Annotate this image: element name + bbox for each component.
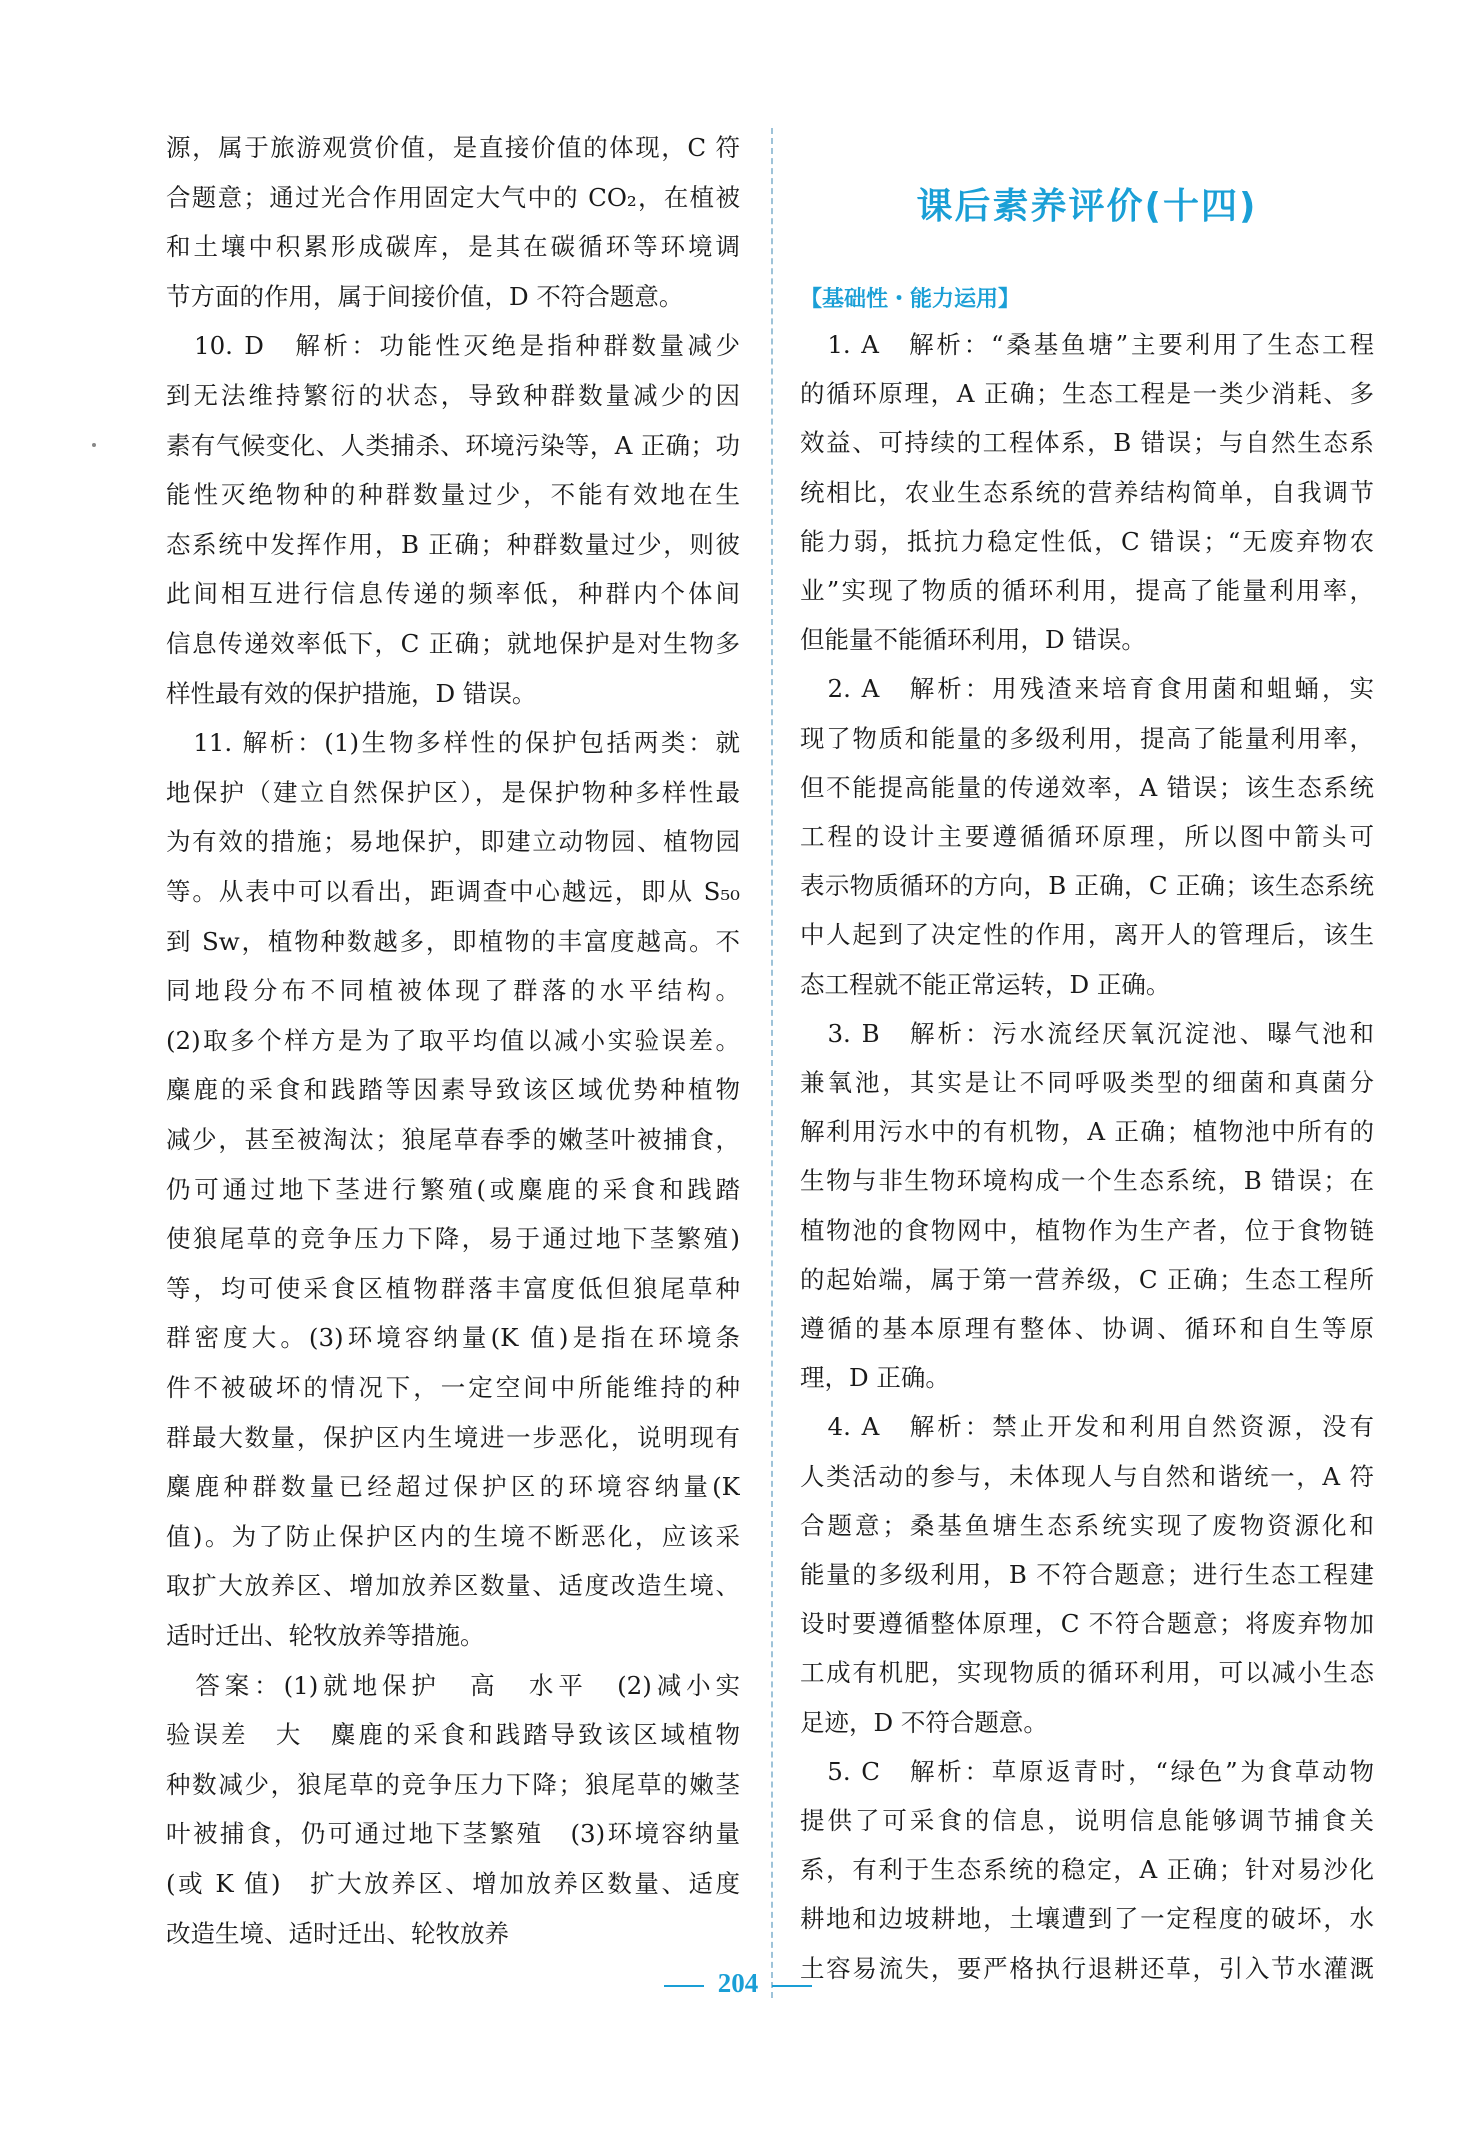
text-line: 使狼尾草的竞争压力下降，易于通过地下茎繁殖) <box>166 1224 740 1254</box>
text-line: 合题意；桑基鱼塘生态系统实现了废物资源化和 <box>800 1510 1374 1540</box>
text-line: 遵循的基本原理有整体、协调、循环和自生等原 <box>800 1314 1374 1343</box>
text-line: 同地段分布不同植被体现了群落的水平结构。 <box>166 976 740 1006</box>
page-number-right-rule <box>772 1985 812 1987</box>
text-line: 件不被破坏的情况下，一定空间中所能维持的种 <box>166 1373 740 1402</box>
text-line: 11. 解析：(1)生物多样性的保护包括两类：就 <box>166 728 740 758</box>
text-line: 生物与非生物环境构成一个生态系统，B 错误；在 <box>800 1166 1374 1196</box>
text-line: 3. B 解析：污水流经厌氧沉淀池、曝气池和 <box>800 1018 1374 1048</box>
text-line: 1. A 解析：“桑基鱼塘”主要利用了生态工程 <box>800 330 1374 359</box>
text-line: 种数减少，狼尾草的竞争压力下降；狼尾草的嫩茎 <box>166 1769 740 1799</box>
text-line: 但能量不能循环利用，D 错误。 <box>800 625 1146 655</box>
text-line: 此间相互进行信息传递的频率低，种群内个体间 <box>166 579 740 609</box>
text-line: 仍可通过地下茎进行繁殖(或麋鹿的采食和践踏 <box>166 1174 740 1204</box>
text-line: 设时要遵循整体原理，C 不符合题意；将废弃物加 <box>800 1609 1374 1639</box>
text-line: 到 Sw，植物种数越多，即植物的丰富度越高。不 <box>166 926 740 956</box>
scan-mark <box>92 443 96 447</box>
text-line: 但不能提高能量的传递效率，A 错误；该生态系统 <box>800 772 1374 802</box>
text-line: 理，D 正确。 <box>800 1363 950 1393</box>
page-number-value: 204 <box>717 1968 759 1998</box>
text-line: 业”实现了物质的循环利用，提高了能量利用率， <box>800 576 1374 605</box>
text-line: 改造生境、适时迁出、轮牧放养 <box>166 1918 509 1948</box>
text-line: 系，有利于生态系统的稳定，A 正确；针对易沙化 <box>800 1855 1374 1885</box>
section-tag: 【基础性・能力运用】 <box>800 287 1021 312</box>
column-divider <box>771 128 773 1998</box>
text-line: 10. D 解析：功能性灭绝是指种群数量减少 <box>166 331 740 361</box>
text-line: 表示物质循环的方向，B 正确，C 正确；该生态系统 <box>800 871 1374 901</box>
text-line: 耕地和边坡耕地，土壤遭到了一定程度的破坏，水 <box>800 1904 1374 1934</box>
text-line: 叶被捕食，仍可通过地下茎繁殖 (3)环境容纳量 <box>166 1819 740 1849</box>
text-line: 的起始端，属于第一营养级，C 正确；生态工程所 <box>800 1264 1374 1294</box>
text-line: 样性最有效的保护措施，D 错误。 <box>166 678 537 708</box>
text-line: 源，属于旅游观赏价值，是直接价值的体现，C 符 <box>166 133 740 162</box>
text-line: 植物池的食物网中，植物作为生产者，位于食物链 <box>800 1215 1374 1245</box>
text-line: 到无法维持繁衍的状态，导致种群数量减少的因 <box>166 381 740 410</box>
text-line: 提供了可采食的信息，说明信息能够调节捕食关 <box>800 1806 1374 1835</box>
text-line: 验误差 大 麋鹿的采食和践踏导致该区域植物 <box>166 1720 740 1750</box>
text-line: 能量的多级利用，B 不符合题意；进行生态工程建 <box>800 1560 1374 1589</box>
page-number <box>0 1968 1476 1999</box>
text-line: 麋鹿种群数量已经超过保护区的环境容纳量(K <box>166 1472 740 1502</box>
text-line: (2)取多个样方是为了取平均值以减小实验误差。 <box>166 1025 740 1055</box>
text-line: 统相比，农业生态系统的营养结构简单，自我调节 <box>800 477 1374 507</box>
page-number-left-rule <box>664 1985 704 1987</box>
text-line: 态工程就不能正常运转，D 正确。 <box>800 969 1171 999</box>
text-line: 人类活动的参与，未体现人与自然和谐统一，A 符 <box>800 1461 1374 1491</box>
text-line: 为有效的措施；易地保护，即建立动物园、植物园 <box>166 827 740 857</box>
text-line: 合题意；通过光合作用固定大气中的 CO₂，在植被 <box>166 182 740 212</box>
text-line: 工程的设计主要遵循循环原理，所以图中箭头可 <box>800 822 1374 851</box>
text-line: 麋鹿的采食和践踏等因素导致该区域优势种植物 <box>166 1075 740 1105</box>
text-line: 2. A 解析：用残渣来培育食用菌和蛆蛹，实 <box>800 674 1374 704</box>
text-line: 足迹，D 不符合题意。 <box>800 1707 1048 1737</box>
text-line: 能性灭绝物种的种群数量过少，不能有效地在生 <box>166 480 740 510</box>
text-line: 5. C 解析：草原返青时，“绿色”为食草动物 <box>800 1756 1374 1786</box>
text-line: 等，均可使采食区植物群落丰富度低但狼尾草种 <box>166 1273 740 1303</box>
text-line: 和土壤中积累形成碳库，是其在碳循环等环境调 <box>166 232 740 262</box>
text-line: 4. A 解析：禁止开发和利用自然资源，没有 <box>800 1412 1374 1442</box>
text-line: 解利用污水中的有机物，A 正确；植物池中所有的 <box>800 1117 1374 1147</box>
text-line: 现了物质和能量的多级利用，提高了能量利用率， <box>800 723 1374 753</box>
text-line: 地保护（建立自然保护区），是保护物种多样性最 <box>166 777 740 807</box>
text-line: 减少，甚至被淘汰；狼尾草春季的嫩茎叶被捕食， <box>166 1125 740 1154</box>
text-line: 兼氧池，其实是让不同呼吸类型的细菌和真菌分 <box>800 1068 1374 1097</box>
section-title: 课后素养评价(十四) <box>916 186 1258 227</box>
text-line: 答案：(1)就地保护 高 水平 (2)减小实 <box>166 1670 740 1700</box>
text-line: 土容易流失，要严格执行退耕还草，引入节水灌溉 <box>800 1953 1374 1983</box>
text-line: 效益、可持续的工程体系，B 错误；与自然生态系 <box>800 428 1374 458</box>
text-line: (或 K 值) 扩大放养区、增加放养区数量、适度 <box>166 1869 740 1898</box>
text-line: 取扩大放养区、增加放养区数量、适度改造生境、 <box>166 1571 740 1601</box>
text-line: 中人起到了决定性的作用，离开人的管理后，该生 <box>800 920 1374 950</box>
text-line: 信息传递效率低下，C 正确；就地保护是对生物多 <box>166 629 740 658</box>
text-line: 值)。为了防止保护区内的生境不断恶化，应该采 <box>166 1521 740 1551</box>
text-line: 节方面的作用，属于间接价值，D 不符合题意。 <box>166 281 684 311</box>
text-line: 群密度大。(3)环境容纳量(K 值)是指在环境条 <box>166 1323 740 1353</box>
text-line: 的循环原理，A 正确；生态工程是一类少消耗、多 <box>800 379 1374 409</box>
text-line: 工成有机肥，实现物质的循环利用，可以减小生态 <box>800 1658 1374 1688</box>
text-line: 群最大数量，保护区内生境进一步恶化，说明现有 <box>166 1422 740 1452</box>
text-line: 适时迁出、轮牧放养等措施。 <box>166 1621 485 1650</box>
text-line: 态系统中发挥作用，B 正确；种群数量过少，则彼 <box>166 529 740 559</box>
text-line: 素有气候变化、人类捕杀、环境污染等，A 正确；功 <box>166 430 740 460</box>
text-line: 能力弱，抵抗力稳定性低，C 错误；“无废弃物农 <box>800 526 1374 556</box>
text-line: 等。从表中可以看出，距调查中心越远，即从 S₅₀ <box>166 877 740 906</box>
